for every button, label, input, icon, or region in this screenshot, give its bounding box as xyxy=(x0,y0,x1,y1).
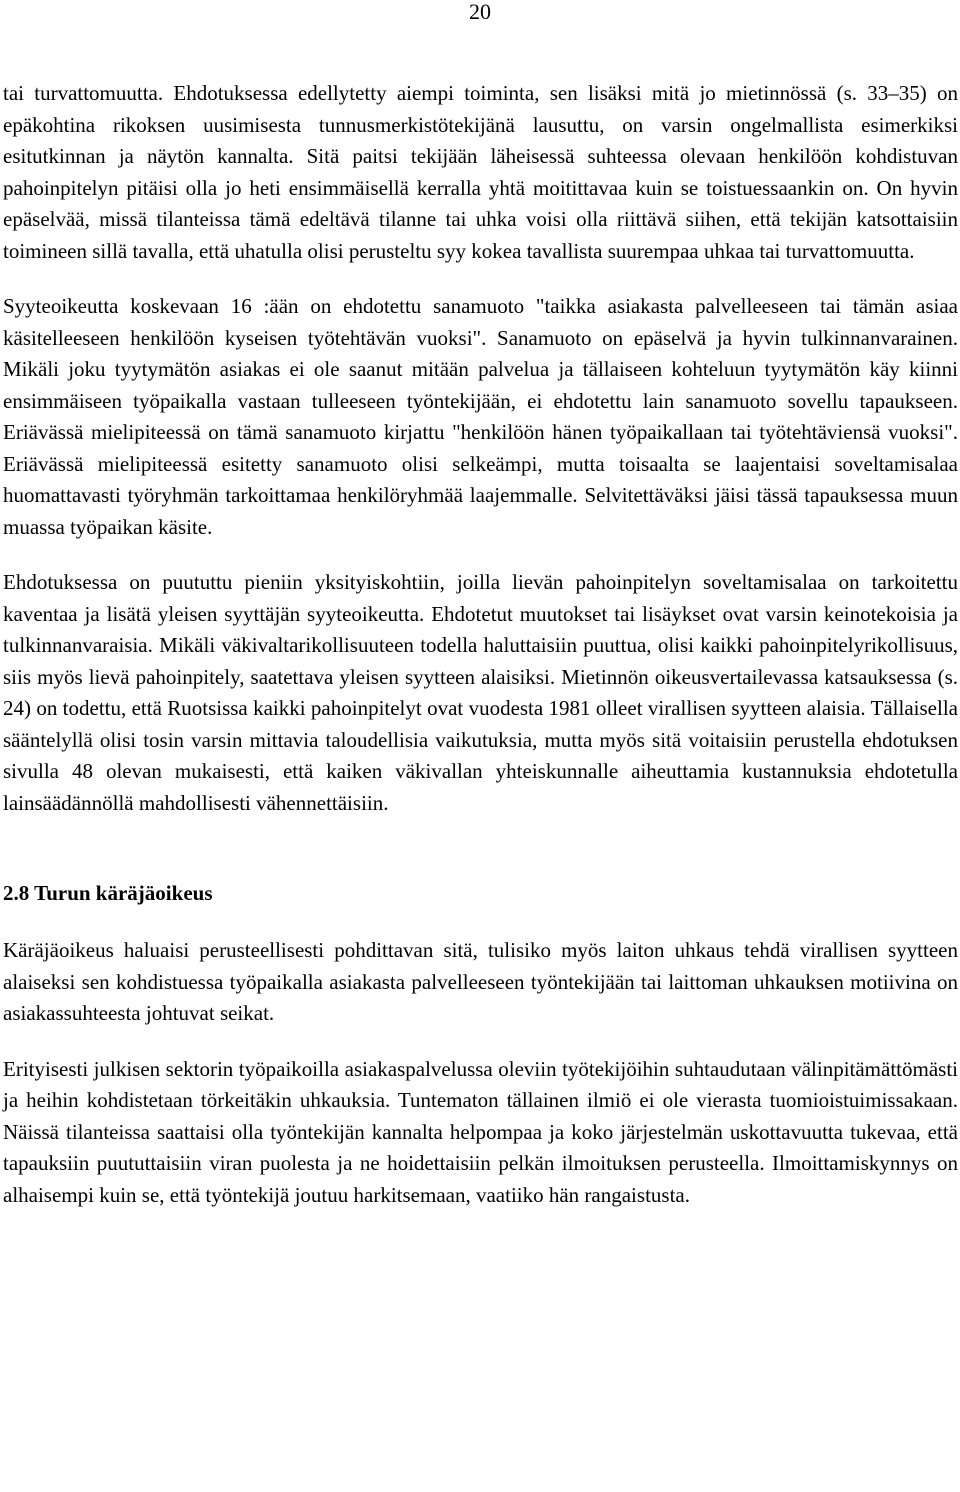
heading-spacer xyxy=(3,909,958,935)
paragraph-spacer xyxy=(3,1030,958,1054)
paragraph-continuation: tai turvattomuutta. Ehdotuksessa edellytetty aiempi toiminta, sen lisäksi mitä jo mietinnössä (s. 33–35) on epäkohtina rikoksen uusimisesta tunnusmerkistötekijänä lausuttu, on varsin ongelmallista esimerkiksi esitutkinnan ja näytön kannalta. Sitä paitsi tekijään läheisessä suhteessa olevaan henkilöön kohdistuvan pahoinpitelyn pitäisi olla jo heti ensimmäisellä kerralla yhtä moitittavaa kuin se toistuessaankin on. On hyvin epäselvää, missä tilanteissa tämä edeltävä tilanne tai uhka voisi olla riittävä siihen, että tekijän katsottaisiin toimineen sillä tavalla, että uhatulla olisi perusteltu syy kokea tavallista suurempaa uhkaa tai turvattomuutta. xyxy=(3,81,958,263)
paragraph-erityisesti: Erityisesti julkisen sektorin työpaikoilla asiakaspalvelussa oleviin työtekijöihin suhtaudutaan välinpitämättömästi ja heihin kohdistetaan törkeitäkin uhkauksia. Tuntematon tällainen ilmiö ei ole vierasta tuomioistuimissakaan. Näissä tilanteissa saattaisi olla työntekijän kannalta helpompaa ja koko järjestelmän uskottavuutta tukevaa, että tapauksiin puututtaisiin viran puolesta ja ne hoidettaisiin pelkän ilmoituksen perusteella. Ilmoittamiskynnys on alhaisempi kuin se, että työntekijä joutuu harkitsemaan, vaatiiko hän rangaistusta. xyxy=(3,1056,958,1207)
paragraph-ehdotuksessa: Ehdotuksessa on puututtu pieniin yksityiskohtiin, joilla lievän pahoinpitelyn soveltamisalaa on tarkoitettu kaventaa ja lisätä yleisen syyttäjän syyteoikeutta. Ehdotetut muutokset tai lisäykset ovat varsin keinotekoisia ja tulkinnanvaraisia. Mikäli väkivaltarikollisuuteen todella haluttaisiin puuttua, olisi kaikki pahoinpitelyrikollisuus, siis myös lievä pahoinpitely, saatettava yleisen syytteen alaisiksi. Mietinnön oikeusvertailevassa katsauksessa (s. 24) on todettu, että Ruotsissa kaikki pahoinpitelyt ovat vuodesta 1981 olleet virallisen syytteen alaisia. Tällaisella sääntelyllä olisi tosin varsin mittavia taloudellisia vaikutuksia, mutta myös sitä voitaisiin perustella ehdotuksen sivulla 48 olevan mukaisesti, että kaiken väkivallan yhteiskunnalle aiheuttamia kustannuksia ehdotetulla lainsäädännöllä mahdollisesti vähennettäisiin. xyxy=(3,570,958,815)
page-number: 20 xyxy=(469,0,491,24)
section-heading: 2.8 Turun käräjäoikeus xyxy=(3,881,213,905)
document-body xyxy=(3,78,958,1211)
paragraph-spacer xyxy=(3,543,958,567)
section-spacer xyxy=(3,819,958,877)
paragraph-syyteoikeus: Syyteoikeutta koskevaan 16 :ään on ehdotettu sanamuoto "taikka asiakasta palvelleeseen tai tämän asiaa käsitelleeseen henkilöön kyseisen työtehtävän vuoksi". Sanamuoto on epäselvä ja hyvin tulkinnanvarainen. Mikäli joku tyytymätön asiakas ei ole saanut mitään palvelua ja tällaiseen kohteluun tyytymätön käy kiinni ensimmäiseen työpaikalla vastaan tulleeseen työntekijään, ei ehdotettu lain sanamuoto sovellu tapaukseen. Eriävässä mielipiteessä on tämä sanamuoto kirjattu "henkilöön hänen työpaikallaan tai työtehtäviensä vuoksi". Eriävässä mielipiteessä esitetty sanamuoto olisi selkeämpi, mutta toisaalta se laajentaisi soveltamisalaa huomattavasti työryhmän tarkoittamaa henkilöryhmää laajemmalle. Selvitettäväksi jäisi tässä tapauksessa muun muassa työpaikan käsite. xyxy=(3,294,958,539)
paragraph-karajaoikeus: Käräjäoikeus haluaisi perusteellisesti pohdittavan sitä, tulisiko myös laiton uhkaus tehdä virallisen syytteen alaiseksi sen kohdistuessa työpaikalla asiakasta palvelleeseen työntekijään tai laittoman uhkauksen motiivina on asiakassuhteesta johtuvat seikat. xyxy=(3,938,958,1025)
paragraph-spacer xyxy=(3,267,958,291)
